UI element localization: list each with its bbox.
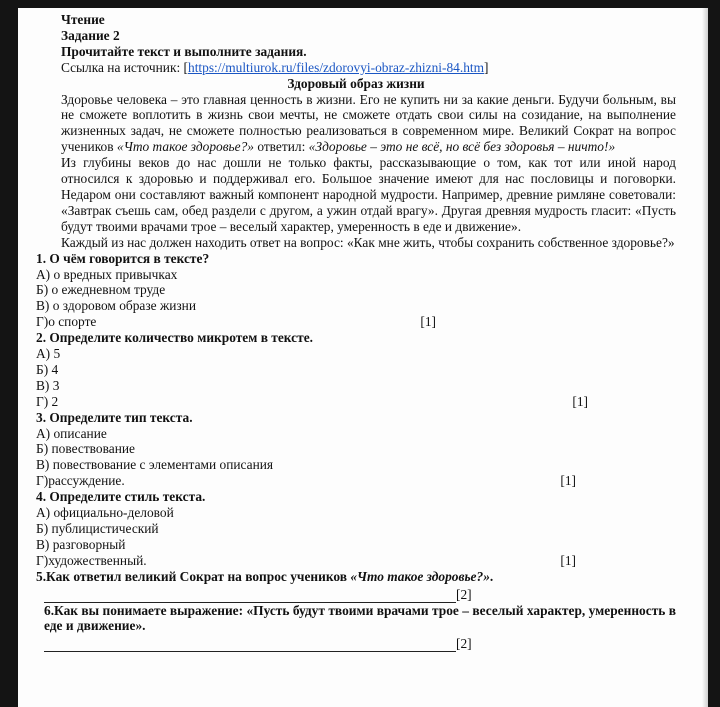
q3-option-a: А) описание <box>36 425 107 441</box>
q6-answer-line[interactable] <box>44 637 456 652</box>
task-heading: Задание 2 <box>61 27 120 43</box>
q3-option-b: Б) повествование <box>36 441 135 457</box>
paragraph-3: Каждый из нас должен находить ответ на вопрос: «Как мне жить, чтобы сохранить собственное здоровье?» <box>61 234 675 250</box>
question-3: 3. Определите тип текста. <box>36 409 193 425</box>
q1-option-c: В) о здоровом образе жизни <box>36 298 196 314</box>
q2-option-a: А) 5 <box>36 346 61 362</box>
q3-last-row <box>36 473 576 489</box>
question-5-dot: . <box>489 568 494 584</box>
q2-mark: [1] <box>572 393 588 409</box>
q1-option-b: Б) о ежедневном труде <box>36 282 166 298</box>
q6-mark: [2] <box>456 636 472 652</box>
question-5-text: 5.Как ответил великий Сократ на вопрос учеников <box>36 568 351 584</box>
paragraph-1 <box>36 92 676 156</box>
q4-option-d: Г)художественный. <box>36 552 147 568</box>
q5-mark: [2] <box>456 586 472 602</box>
instruction: Прочитайте текст и выполните задания. <box>61 43 307 59</box>
worksheet-page <box>18 8 708 707</box>
question-4: 4. Определите стиль текста. <box>36 489 206 505</box>
question-6: 6.Как вы понимаете выражение: «Пусть будут твоими врачами трое – веселый характер, умеренность в еде и движение». <box>44 602 676 634</box>
source-close: ] <box>484 59 489 75</box>
q3-option-d: Г)рассуждение. <box>36 473 125 489</box>
paragraph-1-text: Здоровье человека – это главная ценность в жизни. Его не купить ни за какие деньги. Будучи больным, вы не сможете воплотить в жизнь свои мечты, не сможете отдать свои силы на созидание, на выполнение жизненных задач, не сможете полностью реализоваться в современном мире. Великий Сократ на вопрос учеников <box>61 91 676 155</box>
page-edge-shadow <box>702 8 708 707</box>
question-5 <box>36 569 676 585</box>
q4-option-c: В) разговорный <box>36 536 126 552</box>
q5-answer-row <box>36 587 676 603</box>
q4-mark: [1] <box>560 552 576 568</box>
question-5-quote: «Что такое здоровье?» <box>350 568 490 584</box>
q2-option-c: В) 3 <box>36 377 60 393</box>
source-line <box>36 60 676 76</box>
q3-mark: [1] <box>560 473 576 489</box>
q4-option-a: А) официально-деловой <box>36 505 174 521</box>
text-title: Здоровый образ жизни <box>287 75 425 91</box>
source-label: Ссылка на источник: [ <box>61 59 189 75</box>
q1-option-a: А) о вредных привычках <box>36 266 178 282</box>
question-1: 1. О чём говорится в тексте? <box>36 250 210 266</box>
source-link[interactable]: https://multiurok.ru/files/zdorovyi-obraz-zhizni-84.htm <box>188 59 485 75</box>
q6-answer-row <box>36 636 676 652</box>
document-body <box>36 12 676 652</box>
quote-answer: «Здоровье – это не всё, но всё без здоровья – ничто!» <box>308 139 616 155</box>
q5-answer-line[interactable] <box>44 588 456 603</box>
q1-mark: [1] <box>420 314 436 330</box>
question-2: 2. Определите количество микротем в тексте. <box>36 330 313 346</box>
q1-option-d: Г)о спорте <box>36 314 97 330</box>
q2-option-b: Б) 4 <box>36 361 59 377</box>
q3-option-c: В) повествование с элементами описания <box>36 457 274 473</box>
paragraph-2: Из глубины веков до нас дошли не только факты, рассказывающие о том, как тот или иной народ относился к здоровью и поддерживал его. Большое значение имеют для нас пословицы и поговорки. Недаром они составляют важный компонент народной мудрости. Например, древние римляне советовали: «Завтрак съешь сам, обед раздели с другом, а ужин отдай врагу». Другая древняя мудрость гласит: «Пусть будут твоими врачами трое – веселый характер, умеренность в еде и движение». <box>61 155 676 234</box>
q4-option-b: Б) публицистический <box>36 521 159 536</box>
paragraph-1-text-b: ответил: <box>253 139 309 155</box>
q4-last-row <box>36 553 576 569</box>
section-heading: Чтение <box>61 12 105 27</box>
q1-last-row <box>36 314 436 330</box>
q2-option-d: Г) 2 <box>36 393 59 409</box>
q2-last-row <box>36 394 588 410</box>
quote-question: «Что такое здоровье?» <box>116 139 254 155</box>
